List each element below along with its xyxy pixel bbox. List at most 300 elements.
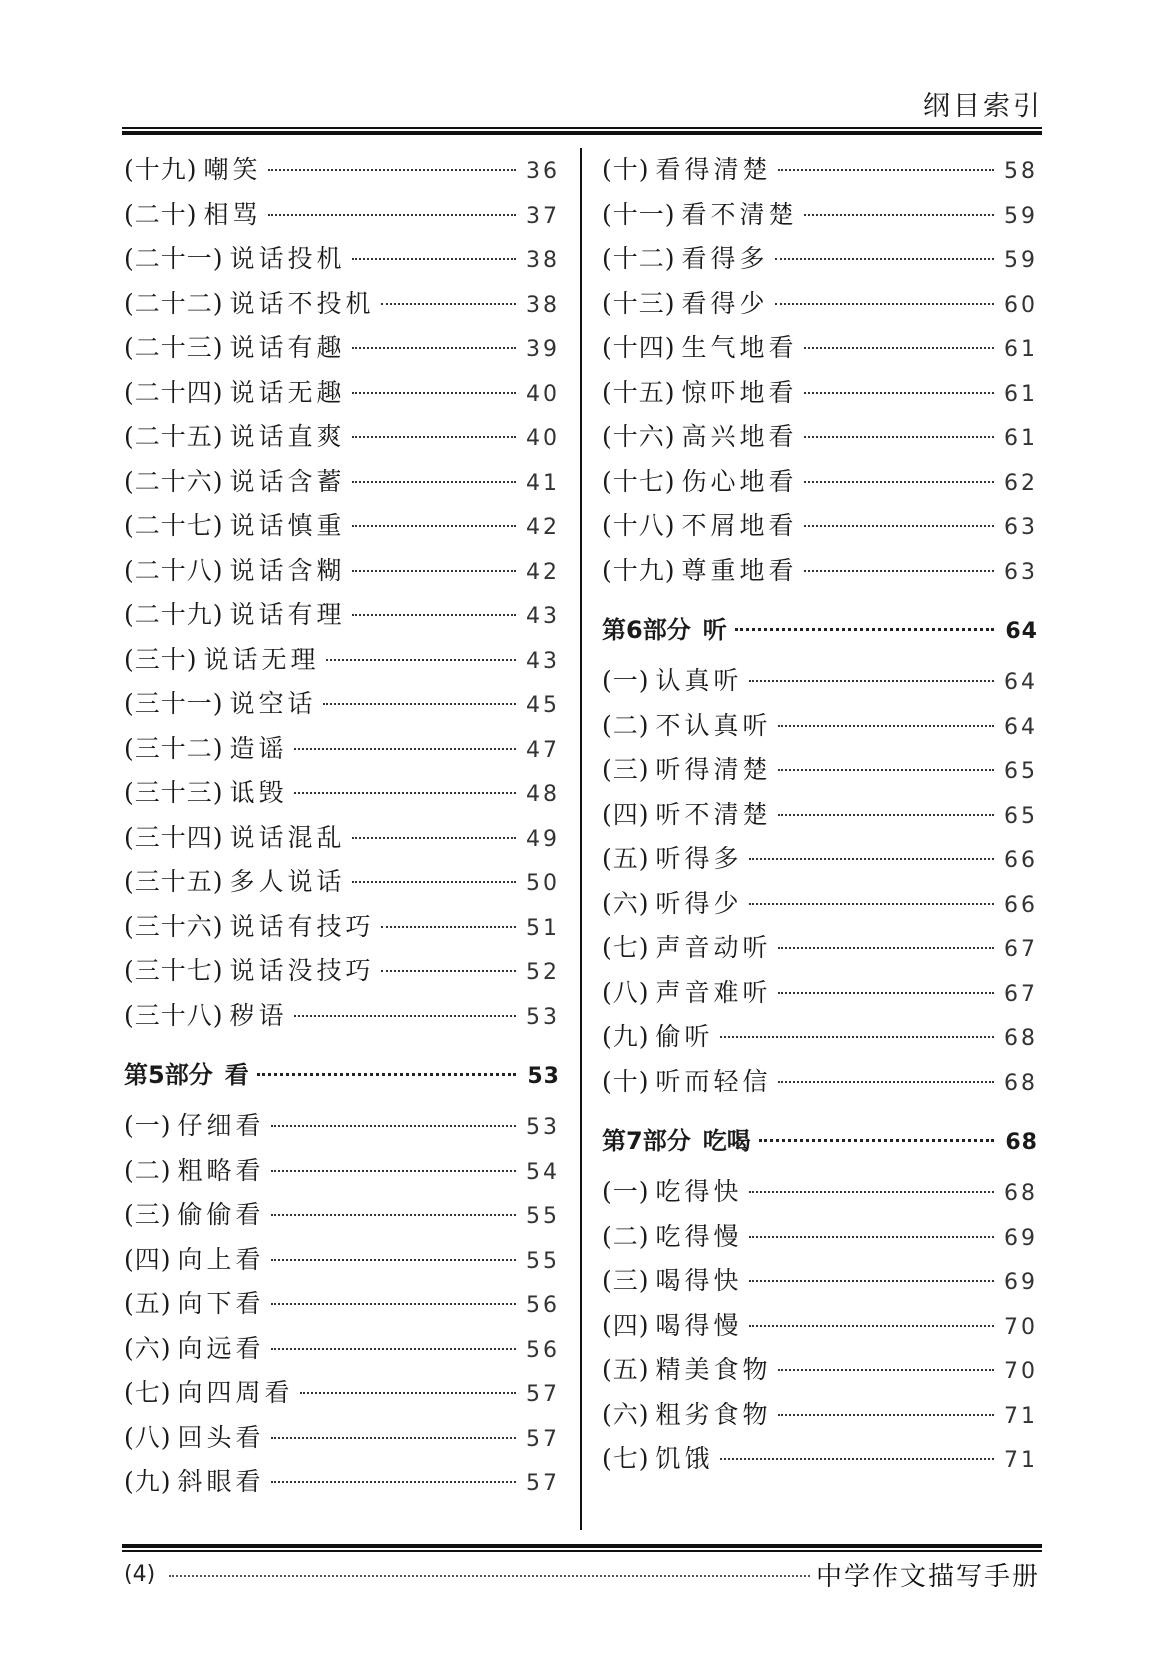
toc-group (124, 148, 560, 1038)
entry-page-number: 66 (1004, 848, 1038, 873)
toc-entry[interactable] (124, 593, 560, 638)
dot-leader (352, 570, 516, 572)
toc-entry[interactable] (124, 860, 560, 905)
toc-entry[interactable] (602, 1015, 1038, 1060)
toc-entry[interactable] (124, 949, 560, 994)
entry-number: (三十) (124, 644, 198, 674)
toc-entry[interactable] (124, 1104, 560, 1149)
entry-number: (八) (602, 977, 650, 1007)
dot-leader (294, 748, 516, 750)
dot-leader (257, 1073, 516, 1076)
dot-leader (778, 1081, 994, 1083)
dot-leader (352, 614, 516, 616)
entry-title: 说话有理 (229, 600, 346, 629)
header-title: 纲目索引 (923, 91, 1043, 122)
dot-leader (804, 481, 994, 483)
toc-entry[interactable] (124, 1282, 560, 1327)
entry-page-number: 57 (526, 1426, 560, 1452)
dot-leader (775, 258, 994, 260)
entry-title: 说话混乱 (229, 822, 346, 852)
entry-title: 看不清楚 (681, 199, 798, 229)
entry-title: 听得少 (655, 888, 743, 918)
toc-entry[interactable] (124, 326, 560, 371)
entry-number: (十三) (602, 288, 676, 318)
entry-title: 饥饿 (655, 1444, 714, 1473)
dot-leader (804, 347, 994, 349)
entry-page-number: 51 (526, 915, 560, 941)
entry-page-number: 71 (1004, 1403, 1038, 1429)
entry-page-number: 61 (1004, 426, 1038, 451)
entry-number: (九) (602, 1022, 650, 1051)
section-label: 第5部分 (124, 1061, 213, 1089)
entry-number: (七) (602, 933, 650, 962)
entry-number: (三) (124, 1200, 172, 1229)
section-title: 看 (224, 1061, 249, 1089)
toc-entry[interactable] (602, 1393, 1038, 1438)
toc-entry[interactable] (124, 816, 560, 861)
entry-title: 偷听 (655, 1022, 714, 1051)
toc-entry[interactable] (124, 638, 560, 683)
toc-entry[interactable] (602, 415, 1038, 460)
dot-leader (381, 926, 516, 928)
entry-title: 看得少 (681, 288, 769, 318)
entry-page-number: 67 (1004, 937, 1038, 962)
toc-left-column (124, 148, 560, 1505)
toc-entry[interactable] (124, 504, 560, 549)
entry-page-number: 68 (1004, 1181, 1038, 1206)
entry-number: (三十六) (124, 911, 224, 941)
toc-entry[interactable] (602, 504, 1038, 549)
section-page-number: 68 (1005, 1130, 1038, 1155)
dot-leader (749, 903, 994, 905)
entry-title: 相骂 (203, 199, 262, 229)
entry-number: (一) (602, 666, 650, 695)
dot-leader (352, 881, 516, 883)
entry-number: (十八) (602, 511, 676, 540)
entry-page-number: 65 (1004, 759, 1038, 784)
dot-leader (381, 303, 516, 305)
toc-right-column (602, 148, 1038, 1482)
entry-title: 听得多 (655, 844, 743, 873)
toc-entry[interactable] (124, 1149, 560, 1194)
entry-title: 高兴地看 (681, 422, 798, 451)
section-label: 第7部分 (602, 1127, 691, 1155)
toc-entry[interactable] (602, 326, 1038, 371)
column-divider (580, 148, 582, 1530)
dot-leader (778, 947, 994, 949)
dot-leader (804, 570, 994, 572)
entry-page-number: 68 (1004, 1026, 1038, 1051)
dot-leader (749, 1325, 994, 1327)
header-rule (122, 127, 1042, 136)
toc-entry[interactable] (602, 926, 1038, 971)
dot-leader (778, 725, 994, 727)
dot-leader (720, 1036, 994, 1038)
entry-page-number: 42 (526, 515, 560, 540)
dot-leader (778, 1414, 994, 1416)
entry-title: 声音难听 (655, 977, 772, 1007)
toc-entry[interactable] (602, 1259, 1038, 1304)
entry-page-number: 45 (526, 693, 560, 718)
entry-page-number: 60 (1004, 292, 1038, 318)
section-label: 第6部分 (602, 616, 691, 644)
entry-page-number: 71 (1004, 1448, 1038, 1473)
entry-page-number: 55 (526, 1204, 560, 1229)
toc-entry[interactable] (602, 704, 1038, 749)
entry-page-number: 68 (1004, 1070, 1038, 1096)
toc-entry[interactable] (124, 282, 560, 327)
entry-number: (四) (124, 1244, 172, 1274)
toc-section-heading[interactable] (602, 1112, 1038, 1170)
toc-section-heading[interactable] (124, 1046, 560, 1104)
entry-page-number: 61 (1004, 337, 1038, 362)
entry-title: 回头看 (177, 1422, 265, 1452)
entry-title: 向远看 (177, 1333, 265, 1363)
toc-entry[interactable] (602, 659, 1038, 704)
toc-entry[interactable] (602, 549, 1038, 594)
entry-page-number: 62 (1004, 470, 1038, 496)
entry-title: 吃得快 (655, 1177, 743, 1206)
entry-number: (二十三) (124, 333, 224, 362)
entry-title: 尊重地看 (681, 555, 798, 585)
toc-entry[interactable] (602, 793, 1038, 838)
toc-entry[interactable] (124, 1327, 560, 1372)
entry-number: (三) (602, 1266, 650, 1295)
dot-leader (271, 1437, 516, 1439)
entry-page-number: 66 (1004, 892, 1038, 918)
toc-entry[interactable] (124, 727, 560, 772)
entry-page-number: 61 (1004, 381, 1038, 407)
entry-page-number: 43 (526, 604, 560, 629)
toc-group (602, 659, 1038, 1104)
toc-entry[interactable] (124, 905, 560, 950)
entry-page-number: 64 (1004, 714, 1038, 740)
entry-page-number: 52 (526, 960, 560, 985)
entry-title: 说话投机 (229, 244, 346, 273)
dot-leader (271, 1348, 516, 1350)
dot-leader (778, 1369, 994, 1371)
dot-leader (804, 392, 994, 394)
dot-leader (381, 970, 516, 972)
entry-title: 向上看 (177, 1244, 265, 1274)
entry-page-number: 41 (526, 470, 560, 496)
dot-leader (778, 992, 994, 994)
entry-number: (十九) (124, 155, 198, 184)
entry-number: (十一) (602, 199, 676, 229)
entry-number: (二十) (124, 199, 198, 229)
dot-leader (778, 169, 994, 171)
entry-title: 听得清楚 (655, 755, 772, 784)
entry-number: (二十二) (124, 288, 224, 318)
footer-rule (122, 1544, 1042, 1553)
entry-title: 伤心地看 (681, 466, 798, 496)
toc-entry[interactable] (124, 1193, 560, 1238)
entry-page-number: 47 (526, 737, 560, 763)
entry-page-number: 58 (1004, 159, 1038, 184)
toc-entry[interactable] (602, 971, 1038, 1016)
dot-leader (271, 1170, 516, 1172)
entry-title: 粗略看 (177, 1155, 265, 1185)
entry-number: (三十七) (124, 956, 224, 985)
entry-title: 说话含蓄 (229, 466, 346, 496)
entry-page-number: 50 (526, 871, 560, 896)
entry-page-number: 56 (526, 1293, 560, 1318)
dot-leader (778, 814, 994, 816)
toc-entry[interactable] (124, 994, 560, 1039)
entry-title: 喝得快 (655, 1266, 743, 1295)
dot-leader (775, 303, 994, 305)
dot-leader (268, 169, 516, 171)
entry-number: (二) (124, 1155, 172, 1185)
entry-title: 说话不投机 (229, 288, 375, 318)
entry-number: (三十一) (124, 689, 224, 718)
entry-number: (十二) (602, 244, 676, 273)
entry-page-number: 38 (526, 292, 560, 318)
entry-number: (二十七) (124, 511, 224, 540)
entry-number: (二十五) (124, 422, 224, 451)
entry-number: (七) (602, 1444, 650, 1473)
entry-number: (十六) (602, 422, 676, 451)
entry-title: 说话慎重 (229, 511, 346, 540)
dot-leader (294, 1015, 516, 1017)
entry-title: 说话有技巧 (229, 911, 375, 941)
dot-leader (749, 680, 994, 682)
dot-leader (759, 1139, 994, 1142)
entry-page-number: 59 (1004, 248, 1038, 273)
entry-number: (三十五) (124, 867, 224, 896)
entry-number: (十) (602, 155, 650, 184)
entry-page-number: 36 (526, 159, 560, 184)
dot-leader (271, 1481, 516, 1483)
entry-number: (十五) (602, 377, 676, 407)
entry-number: (二) (602, 710, 650, 740)
entry-page-number: 70 (1004, 1314, 1038, 1340)
entry-page-number: 40 (526, 426, 560, 451)
dot-leader (749, 858, 994, 860)
footer-leader (169, 1575, 810, 1577)
entry-page-number: 57 (526, 1382, 560, 1407)
dot-leader (352, 392, 516, 394)
entry-number: (二十一) (124, 244, 224, 273)
dot-leader (300, 1392, 516, 1394)
entry-title: 惊吓地看 (681, 377, 798, 407)
dot-leader (778, 769, 994, 771)
toc-entry[interactable] (602, 371, 1038, 416)
toc-entry[interactable] (124, 1416, 560, 1461)
entry-number: (四) (602, 799, 650, 829)
toc-group (602, 1170, 1038, 1482)
toc-group (124, 1104, 560, 1505)
toc-entry[interactable] (124, 549, 560, 594)
entry-title: 生气地看 (681, 333, 798, 362)
entry-number: (三十三) (124, 778, 224, 807)
entry-title: 偷偷看 (177, 1200, 265, 1229)
entry-number: (四) (602, 1310, 650, 1340)
toc-entry[interactable] (602, 1170, 1038, 1215)
toc-entry[interactable] (602, 282, 1038, 327)
toc-entry[interactable] (602, 882, 1038, 927)
dot-leader (271, 1303, 516, 1305)
dot-leader (352, 481, 516, 483)
dot-leader (804, 436, 994, 438)
entry-page-number: 53 (526, 1115, 560, 1140)
entry-number: (五) (602, 844, 650, 873)
toc-entry[interactable] (124, 415, 560, 460)
entry-number: (二十九) (124, 600, 224, 629)
footer (124, 1556, 1040, 1592)
toc-group (602, 148, 1038, 593)
toc-entry[interactable] (124, 682, 560, 727)
dot-leader (749, 1191, 994, 1193)
entry-page-number: 63 (1004, 559, 1038, 585)
dot-leader (268, 214, 516, 216)
toc-entry[interactable] (124, 237, 560, 282)
entry-title: 吃得慢 (655, 1221, 743, 1251)
entry-page-number: 63 (1004, 515, 1038, 540)
dot-leader (294, 792, 516, 794)
entry-number: (六) (602, 1399, 650, 1429)
entry-number: (三) (602, 755, 650, 784)
entry-title: 造谣 (229, 733, 288, 763)
dot-leader (352, 347, 516, 349)
entry-page-number: 43 (526, 648, 560, 674)
dot-leader (323, 703, 516, 705)
entry-title: 喝得慢 (655, 1310, 743, 1340)
entry-title: 秽语 (229, 1000, 288, 1030)
dot-leader (720, 1458, 994, 1460)
section-page-number: 64 (1005, 619, 1038, 644)
entry-page-number: 56 (526, 1337, 560, 1363)
entry-page-number: 48 (526, 782, 560, 807)
entry-number: (二十六) (124, 466, 224, 496)
entry-title: 粗劣食物 (655, 1399, 772, 1429)
toc-entry[interactable] (602, 193, 1038, 238)
dot-leader (735, 628, 994, 631)
footer-book-title: 中学作文描写手册 (815, 1561, 1040, 1592)
entry-title: 听而轻信 (655, 1066, 772, 1096)
section-title: 吃喝 (702, 1127, 751, 1155)
toc-entry[interactable] (124, 193, 560, 238)
toc-entry[interactable] (602, 837, 1038, 882)
entry-number: (十) (602, 1066, 650, 1096)
entry-number: (六) (602, 888, 650, 918)
toc-entry[interactable] (124, 771, 560, 816)
entry-page-number: 57 (526, 1471, 560, 1496)
entry-page-number: 64 (1004, 670, 1038, 695)
section-page-number: 53 (527, 1064, 560, 1089)
entry-title: 看得清楚 (655, 155, 772, 184)
entry-number: (十四) (602, 333, 676, 362)
entry-title: 说话含糊 (229, 555, 346, 585)
toc-entry[interactable] (124, 371, 560, 416)
entry-number: (五) (602, 1355, 650, 1384)
toc-entry[interactable] (124, 1460, 560, 1505)
entry-number: (十七) (602, 466, 676, 496)
entry-title: 说话有趣 (229, 333, 346, 362)
entry-page-number: 42 (526, 559, 560, 585)
dot-leader (749, 1280, 994, 1282)
toc-entry[interactable] (602, 748, 1038, 793)
entry-page-number: 38 (526, 248, 560, 273)
entry-page-number: 69 (1004, 1270, 1038, 1295)
entry-title: 仔细看 (177, 1111, 265, 1140)
dot-leader (804, 214, 994, 216)
entry-title: 看得多 (681, 244, 769, 273)
toc-entry[interactable] (602, 1215, 1038, 1260)
entry-title: 诋毁 (229, 778, 288, 807)
entry-number: (二十八) (124, 555, 224, 585)
toc-entry[interactable] (602, 148, 1038, 193)
dot-leader (352, 837, 516, 839)
dot-leader (326, 659, 516, 661)
toc-entry[interactable] (602, 237, 1038, 282)
entry-page-number: 67 (1004, 981, 1038, 1007)
entry-page-number: 55 (526, 1248, 560, 1274)
toc-section-heading[interactable] (602, 601, 1038, 659)
toc-entry[interactable] (124, 1371, 560, 1416)
toc-entry[interactable] (602, 1060, 1038, 1105)
entry-title: 不认真听 (655, 710, 772, 740)
entry-number: (七) (124, 1378, 172, 1407)
entry-page-number: 39 (526, 337, 560, 362)
dot-leader (749, 1236, 994, 1238)
entry-page-number: 69 (1004, 1225, 1038, 1251)
entry-number: (三十二) (124, 733, 224, 763)
entry-title: 说话没技巧 (229, 956, 375, 985)
entry-title: 多人说话 (229, 867, 346, 896)
dot-leader (352, 258, 516, 260)
entry-number: (八) (124, 1422, 172, 1452)
entry-number: (三十四) (124, 822, 224, 852)
entry-title: 向四周看 (177, 1378, 294, 1407)
entry-title: 嘲笑 (203, 155, 262, 184)
entry-title: 斜眼看 (177, 1467, 265, 1496)
toc-entry[interactable] (124, 148, 560, 193)
toc-entry[interactable] (124, 1238, 560, 1283)
dot-leader (352, 525, 516, 527)
toc-entry[interactable] (602, 460, 1038, 505)
entry-number: (二) (602, 1221, 650, 1251)
entry-number: (五) (124, 1289, 172, 1318)
entry-page-number: 70 (1004, 1359, 1038, 1384)
toc-entry[interactable] (602, 1437, 1038, 1482)
entry-title: 不屑地看 (681, 511, 798, 540)
toc-entry[interactable] (124, 460, 560, 505)
entry-number: (九) (124, 1467, 172, 1496)
entry-page-number: 59 (1004, 203, 1038, 229)
entry-number: (六) (124, 1333, 172, 1363)
toc-entry[interactable] (602, 1304, 1038, 1349)
entry-title: 说空话 (229, 689, 317, 718)
entry-title: 声音动听 (655, 933, 772, 962)
entry-page-number: 53 (526, 1004, 560, 1030)
section-title: 听 (702, 616, 727, 644)
footer-page-number: (4) (124, 1561, 156, 1587)
dot-leader (804, 525, 994, 527)
entry-number: (三十八) (124, 1000, 224, 1030)
entry-title: 认真听 (655, 666, 743, 695)
entry-number: (二十四) (124, 377, 224, 407)
entry-page-number: 37 (526, 203, 560, 229)
entry-title: 精美食物 (655, 1355, 772, 1384)
entry-title: 说话无趣 (229, 377, 346, 407)
entry-number: (十九) (602, 555, 676, 585)
dot-leader (352, 436, 516, 438)
entry-page-number: 49 (526, 826, 560, 852)
entry-page-number: 40 (526, 381, 560, 407)
toc-entry[interactable] (602, 1348, 1038, 1393)
entry-title: 说话无理 (203, 644, 320, 674)
